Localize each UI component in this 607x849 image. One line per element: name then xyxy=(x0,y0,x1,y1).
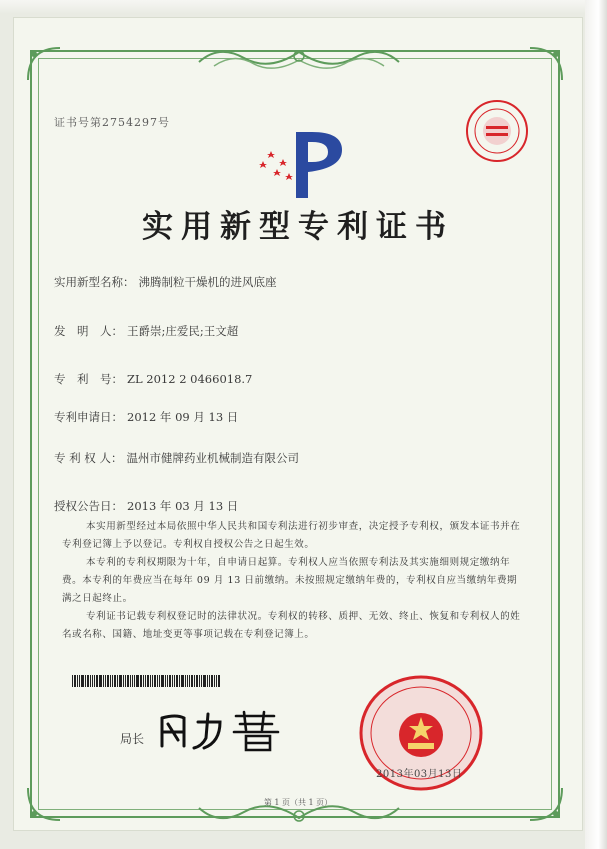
barcode-bar xyxy=(172,675,173,687)
barcode-bar xyxy=(185,675,186,687)
field-value: 温州市健牌药业机械制造有限公司 xyxy=(126,451,299,465)
barcode-bar xyxy=(179,675,180,687)
barcode-bar xyxy=(107,675,109,687)
patent-office-logo xyxy=(254,128,349,200)
small-red-seal xyxy=(464,98,530,164)
barcode-bar xyxy=(154,675,156,687)
barcode-bar xyxy=(127,675,129,687)
barcode-bar xyxy=(110,675,111,687)
field-application-date xyxy=(54,409,238,425)
barcode-bar xyxy=(114,675,116,687)
barcode-bar xyxy=(134,675,135,687)
field-value: 2013 年 03 月 13 日 xyxy=(127,499,239,513)
barcode xyxy=(72,675,294,687)
barcode-bar xyxy=(90,675,91,687)
barcode-bar xyxy=(136,675,139,687)
barcode-bar xyxy=(152,675,153,687)
barcode-bar xyxy=(216,675,217,687)
field-label: 专 利 号： xyxy=(54,372,123,386)
barcode-bar xyxy=(214,675,215,687)
field-label: 专利申请日： xyxy=(54,410,123,424)
barcode-bar xyxy=(169,675,171,687)
barcode-bar xyxy=(85,675,86,687)
corner-ornament-tl xyxy=(24,44,64,84)
barcode-bar xyxy=(199,675,200,687)
barcode-bar xyxy=(147,675,149,687)
barcode-bar xyxy=(130,675,131,687)
barcode-bar xyxy=(187,675,188,687)
corner-ornament-tr xyxy=(526,44,566,84)
top-ornament xyxy=(194,42,404,76)
page-number: 第 1 页（共 1 页） xyxy=(263,798,333,807)
certificate-title: 实用新型专利证书 xyxy=(142,209,454,245)
barcode-bar xyxy=(72,675,73,687)
barcode-bar xyxy=(119,675,122,687)
barcode-bar xyxy=(211,675,213,687)
certificate-page xyxy=(14,18,582,830)
barcode-bar xyxy=(161,675,164,687)
seal-date: 2013年03月13日 xyxy=(376,769,463,780)
barcode-bar xyxy=(203,675,206,687)
certificate-body xyxy=(62,518,522,644)
barcode-bar xyxy=(209,675,210,687)
field-inventors xyxy=(54,323,238,339)
barcode-bar xyxy=(74,675,76,687)
barcode-bar xyxy=(79,675,80,687)
barcode-bar xyxy=(105,675,106,687)
barcode-bar xyxy=(92,675,93,687)
barcode-bar xyxy=(176,675,178,687)
barcode-bar xyxy=(174,675,175,687)
body-paragraph-2: 本专利的专利权期限为十年，自申请日起算。专利权人应当依照专利法及其实施细则规定缴纳年费。本专利的年费应当在每年 09 月 13 日前缴纳。未按照规定缴纳年费的，专利权自应当缴纳年费期满之日起终止。 xyxy=(62,557,518,604)
body-paragraph-3: 专利证书记载专利权登记时的法律状况。专利权的转移、质押、无效、终止、恢复和专利权人的姓名或名称、国籍、地址变更等事项记载在专利登记簿上。 xyxy=(62,611,521,640)
certificate-number: 证书号第2754297号 xyxy=(54,116,170,129)
barcode-bar xyxy=(145,675,146,687)
barcode-bar xyxy=(77,675,78,687)
field-patentee xyxy=(54,450,299,466)
barcode-bar xyxy=(218,675,220,687)
barcode-bar xyxy=(99,675,102,687)
barcode-bar xyxy=(112,675,113,687)
field-utility-model-name xyxy=(54,274,277,290)
barcode-bar xyxy=(87,675,89,687)
field-value: ZL 2012 2 0466018.7 xyxy=(127,372,253,386)
barcode-bar xyxy=(140,675,142,687)
field-grant-date xyxy=(54,498,238,514)
scan-shadow xyxy=(585,0,607,849)
barcode-bar xyxy=(196,675,198,687)
director-signature xyxy=(154,708,294,753)
field-value: 2012 年 09 月 13 日 xyxy=(127,410,239,424)
barcode-bar xyxy=(123,675,124,687)
barcode-bar xyxy=(94,675,95,687)
director-label: 局长 xyxy=(120,732,145,746)
field-value: 沸腾制粒干燥机的进风底座 xyxy=(138,275,277,289)
barcode-bar xyxy=(159,675,160,687)
barcode-bar xyxy=(165,675,166,687)
barcode-bar xyxy=(125,675,126,687)
barcode-bar xyxy=(181,675,184,687)
barcode-bar xyxy=(191,675,193,687)
barcode-bar xyxy=(143,675,144,687)
barcode-bar xyxy=(150,675,151,687)
barcode-bar xyxy=(194,675,195,687)
barcode-bar xyxy=(81,675,84,687)
field-label: 专 利 权 人： xyxy=(54,451,123,465)
scan-edge xyxy=(0,0,607,14)
barcode-bar xyxy=(189,675,190,687)
barcode-bar xyxy=(103,675,104,687)
body-paragraph-1: 本实用新型经过本局依照中华人民共和国专利法进行初步审查，决定授予专利权，颁发本证书并在专利登记簿上予以登记。专利权自授权公告之日起生效。 xyxy=(62,521,521,550)
barcode-bar xyxy=(207,675,208,687)
barcode-bar xyxy=(132,675,133,687)
barcode-bar xyxy=(201,675,202,687)
field-label: 授权公告日： xyxy=(54,499,123,513)
barcode-bar xyxy=(157,675,158,687)
field-patent-number xyxy=(54,371,252,387)
barcode-bar xyxy=(96,675,98,687)
field-value: 王爵崇;庄爱民;王文超 xyxy=(127,324,239,338)
barcode-bar xyxy=(167,675,168,687)
barcode-bar xyxy=(117,675,118,687)
field-label: 发 明 人： xyxy=(54,324,123,338)
field-label: 实用新型名称： xyxy=(54,275,135,289)
